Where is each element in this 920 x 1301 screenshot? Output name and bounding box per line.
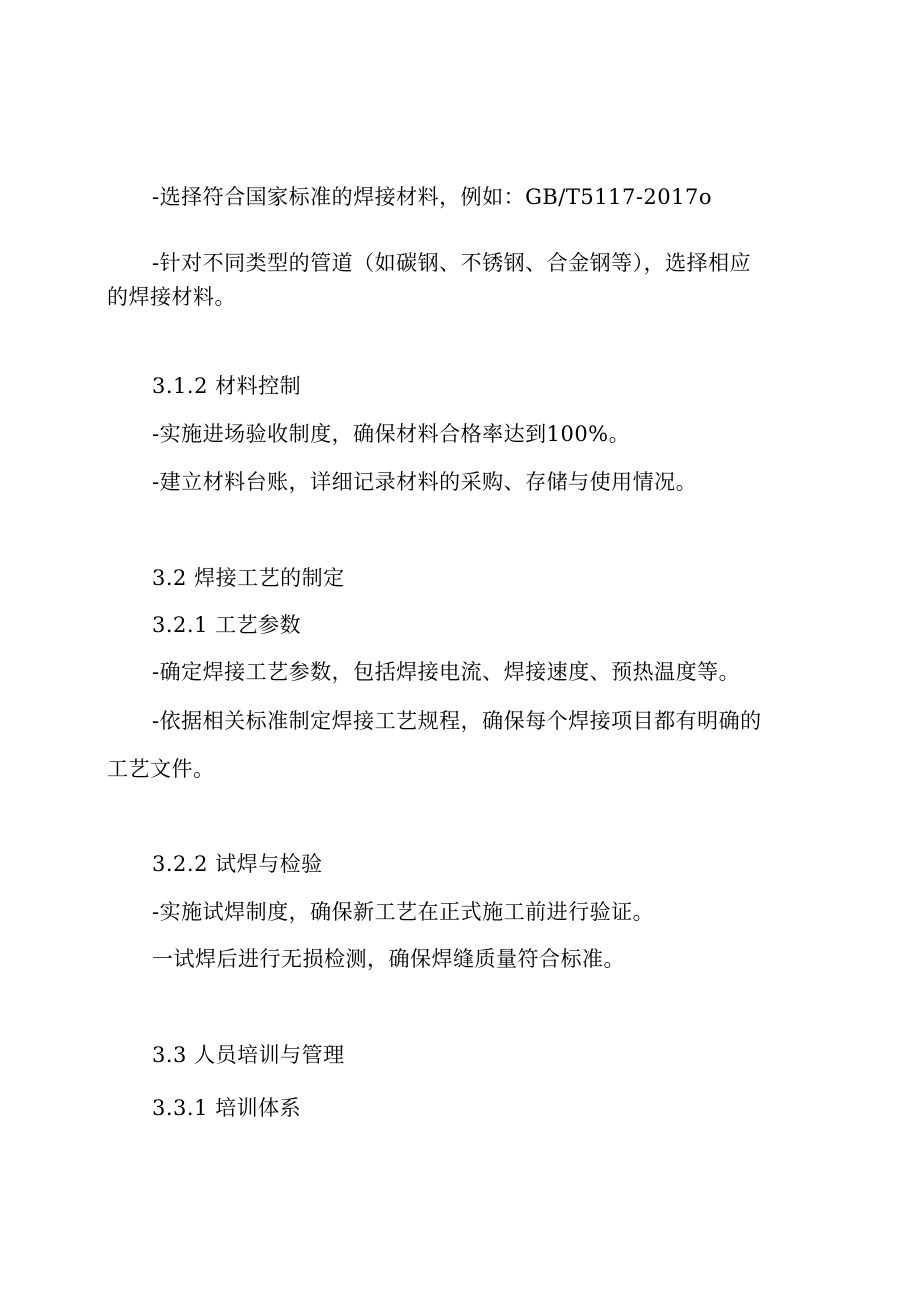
- paragraph-welding-procedure-line1: -依据相关标准制定焊接工艺规程，确保每个焊接项目都有明确的: [152, 709, 762, 733]
- heading-3-3-1: 3.3.1 培训体系: [152, 1096, 302, 1120]
- heading-3-3: 3.3 人员培训与管理: [152, 1043, 345, 1067]
- paragraph-process-parameters: -确定焊接工艺参数，包括焊接电流、焊接速度、预热温度等。: [152, 660, 741, 684]
- paragraph-pipe-type-material-line1: -针对不同类型的管道（如碳钢、不锈钢、合金钢等），选择相应: [152, 251, 752, 275]
- paragraph-welding-procedure-line2: 工艺文件。: [107, 757, 215, 781]
- paragraph-pipe-type-material-line2: 的焊接材料。: [107, 285, 236, 309]
- heading-3-1-2: 3.1.2 材料控制: [152, 374, 302, 398]
- paragraph-welding-material-standard: -选择符合国家标准的焊接材料，例如：GB/T5117-2017o: [152, 185, 713, 209]
- paragraph-material-ledger: -建立材料台账，详细记录材料的采购、存储与使用情况。: [152, 470, 698, 494]
- paragraph-incoming-inspection: -实施进场验收制度，确保材料合格率达到100%。: [152, 422, 631, 446]
- heading-3-2: 3.2 焊接工艺的制定: [152, 566, 345, 590]
- heading-3-2-1: 3.2.1 工艺参数: [152, 613, 302, 637]
- paragraph-trial-welding: -实施试焊制度，确保新工艺在正式施工前进行验证。: [152, 900, 655, 924]
- heading-3-2-2: 3.2.2 试焊与检验: [152, 852, 323, 876]
- paragraph-nondestructive-testing: 一试焊后进行无损检测，确保焊缝质量符合标准。: [152, 947, 625, 971]
